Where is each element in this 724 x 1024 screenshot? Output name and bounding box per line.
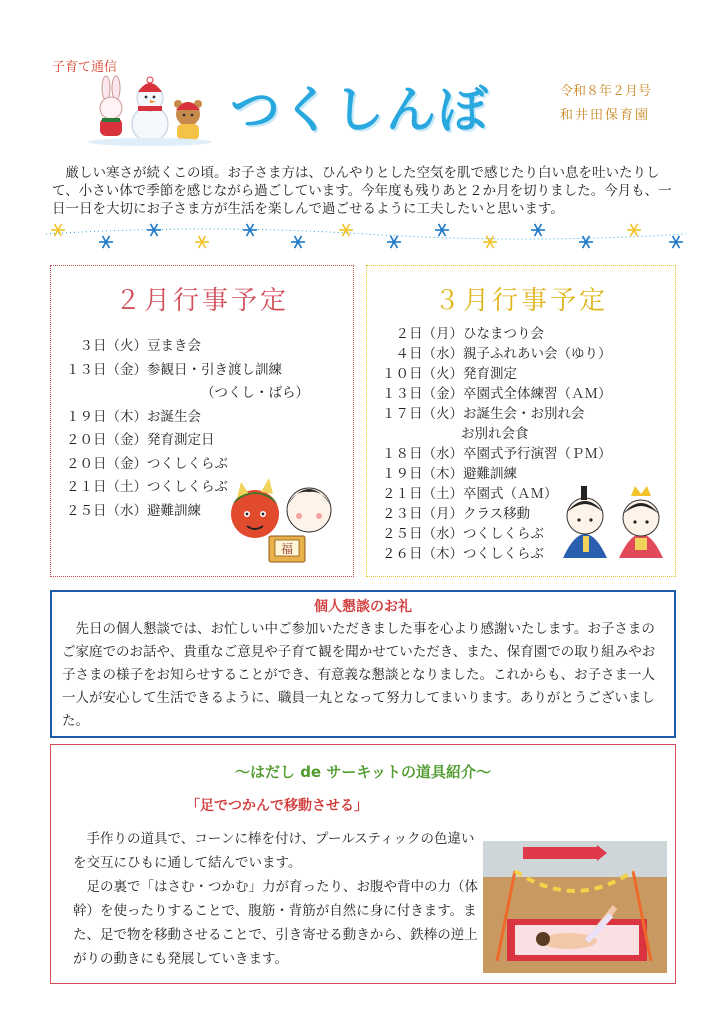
- fuku-label: 福: [280, 542, 294, 556]
- march-event-row: [377, 522, 544, 542]
- february-event-row: [201, 381, 309, 401]
- march-event-row: [377, 502, 530, 522]
- february-event-label: 発育測定日: [147, 432, 215, 448]
- march-event-label: クラス移動: [463, 506, 531, 522]
- february-event-row: [61, 358, 282, 378]
- march-event-row: [377, 542, 544, 562]
- issue-date: 令和８年２月号: [560, 84, 652, 99]
- march-event-row: [461, 422, 529, 442]
- february-event-date: ２０日（金）: [66, 455, 147, 472]
- march-event-label: ひなまつり会: [463, 326, 544, 342]
- interview-thanks-body: 先日の個人懇談では、お忙しい中ご参加いただきました事を心より感謝いたします。お子さまのご家庭でのお話や、貴重なご意見や子育て観を聞かせていただき、また、保育園での取り組みやお子さまの様子をお知らせすることができ、有意義な懇談となりました。これからも、お子さま一人一人が安心して生活できるように、職員一丸となって努力してまいります。ありがとうございました。: [62, 621, 656, 729]
- march-event-date: ４日（水）: [395, 346, 463, 362]
- march-event-date: ２６日（木）: [382, 546, 463, 562]
- march-event-label: 発育測定: [463, 366, 517, 382]
- march-event-label: お別れ会食: [461, 426, 529, 442]
- february-event-label: つくしくらぶ: [147, 455, 228, 472]
- march-event-row: [377, 362, 517, 382]
- february-event-row: [61, 452, 228, 472]
- march-event-date: １８日（水）: [382, 446, 463, 462]
- child-foot-exercise-photo: [483, 841, 667, 973]
- circuit-tools-box: [50, 744, 676, 984]
- winter-characters-illustration: [80, 74, 220, 146]
- march-events-title: ３月行事予定: [433, 286, 608, 316]
- february-event-date: ２０日（金）: [66, 432, 147, 448]
- march-events-box: [366, 265, 676, 577]
- interview-thanks-box: [50, 590, 676, 738]
- interview-thanks-title: 個人懇談のお礼: [314, 599, 412, 615]
- february-event-label: つくしくらぶ: [147, 479, 228, 495]
- march-event-date: ２日（月）: [395, 326, 463, 342]
- february-event-date: ２５日（水）: [66, 502, 147, 519]
- february-event-date: １３日（金）: [66, 361, 147, 378]
- february-event-row: [61, 428, 215, 448]
- march-event-label: 親子ふれあい会（ゆり）: [463, 346, 612, 362]
- march-event-date: １０日（火）: [382, 366, 463, 382]
- february-event-row: [61, 405, 201, 425]
- circuit-tools-subtitle: 「足でつかんで移動させる」: [186, 798, 368, 814]
- intro-paragraph: 厳しい寒さが続くこの頃。お子さま方は、ひんやりとした空気を肌で感じたり白い息を吐いたりして、小さい体で季節を感じながら過ごしています。今年度も残りあと２か月を切りました。今月も、一日一日を大切にお子さま方が生活を楽しんで過ごせるように工夫したいと思います。: [52, 165, 672, 217]
- circuit-paragraph-1: 手作りの道具で、コーンに棒を付け、プールスティックの色違いを交互にひもに通して結んでいます。: [73, 831, 475, 871]
- february-event-date: ２１日（土）: [66, 479, 147, 495]
- february-event-date: ３日（火）: [79, 338, 147, 354]
- march-event-row: [377, 442, 612, 462]
- march-event-date: １９日（木）: [382, 466, 463, 482]
- hina-dolls-illustration: [559, 480, 669, 560]
- february-event-label: 避難訓練: [147, 502, 201, 519]
- oni-and-okame-illustration: [223, 470, 343, 566]
- february-event-row: [61, 475, 228, 495]
- march-event-label: 卒園式（ＡＭ）: [463, 486, 558, 502]
- march-event-label: 卒園式全体練習（ＡＭ）: [463, 386, 612, 402]
- february-event-date: １９日（木）: [66, 408, 147, 425]
- march-event-row: [377, 462, 517, 482]
- march-event-label: 卒園式予行演習（ＰＭ）: [463, 446, 612, 462]
- circuit-paragraph-2: 足の裏で「はさむ・つかむ」力が育ったり、お腹や背中の力（体幹）を使ったりすることで、腹筋・背筋が自然に身に付きます。また、足で物を移動させることで、引き寄せる動きから、鉄棒の逆上がりの動きにも発展していきます。: [73, 879, 478, 967]
- march-event-label: 避難訓練: [463, 466, 517, 482]
- march-event-row: [377, 402, 585, 422]
- march-event-date: ２５日（水）: [382, 526, 463, 542]
- issue-info: [560, 80, 651, 128]
- march-event-row: [377, 342, 612, 362]
- february-event-label: 参観日・引き渡し訓練: [147, 361, 282, 378]
- march-event-date: １７日（火）: [382, 406, 463, 422]
- february-events-title: ２月行事予定: [114, 286, 289, 316]
- march-event-label: つくしくらぶ: [463, 526, 544, 542]
- february-event-label: お誕生会: [147, 408, 201, 425]
- february-event-label: （つくし・ばら）: [201, 385, 309, 401]
- march-event-date: ２１日（土）: [382, 486, 463, 502]
- march-event-label: つくしくらぶ: [463, 546, 544, 562]
- february-events-box: [50, 265, 354, 577]
- february-event-label: 豆まき会: [147, 338, 201, 354]
- newsletter-kicker: 子育て通信: [52, 60, 118, 75]
- february-event-row: [61, 334, 201, 354]
- march-event-row: [377, 322, 544, 342]
- february-event-row: [61, 499, 201, 519]
- march-event-row: [377, 482, 558, 502]
- circuit-tools-body: [73, 827, 483, 971]
- school-name: 和井田保育園: [560, 108, 651, 123]
- circuit-tools-title: ～はだし de サーキットの道具紹介～: [234, 763, 492, 781]
- march-event-date: １３日（金）: [382, 386, 463, 402]
- newsletter-title: つくしんぼ: [230, 81, 490, 139]
- march-event-row: [377, 382, 612, 402]
- snowflake-border-decoration: [46, 220, 686, 250]
- march-event-date: ２３日（月）: [382, 506, 463, 522]
- march-event-label: お誕生会・お別れ会: [463, 406, 585, 422]
